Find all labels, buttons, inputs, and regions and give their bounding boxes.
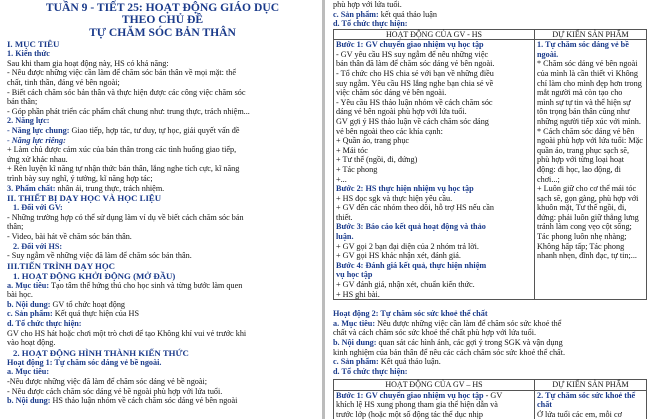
text-line: tôn trọng bản thân cũng như xyxy=(537,107,630,117)
text-line: * Chăm sóc dáng vẻ bên ngoài xyxy=(537,59,638,69)
text-lead: b. Nội dung: xyxy=(7,299,51,309)
table-header: DỰ KIẾN SẢN PHẨM xyxy=(535,380,647,390)
text-line xyxy=(7,126,318,136)
text-line: Sau khi tham gia hoạt động này, HS có khả năng: xyxy=(7,58,169,68)
text-line: nhanh nhẹn, đĩnh đạc, tự tin;... xyxy=(537,251,637,261)
text-line: - Những trường hợp có thể sử dụng làm ví dụ về biết cách chăm sóc bản xyxy=(7,212,244,222)
right-top-text xyxy=(333,0,647,29)
text-line: -Nêu được những việc đã làm để chăm sóc dáng vẻ bề ngoài; xyxy=(7,377,208,387)
text-line: I. MỤC TIÊU xyxy=(7,39,60,50)
text-line: phù hợp với lứa tuổi. xyxy=(333,0,402,9)
text-line: kinh nghiệm của bản thân để nêu các cách chăm sóc sức khoẻ thể chất. xyxy=(333,347,566,357)
text-line: - Góp phần phát triển các phẩm chất chung như: trung thực, trách nhiệm... xyxy=(7,106,250,116)
text-line: động: đi học, lao động, đi xyxy=(537,164,621,174)
text-line: bản thân đã làm để chăm sóc dáng vẻ bên ngoài. xyxy=(336,59,495,69)
text-line: thiết. xyxy=(336,212,353,222)
table-header: HOẠT ĐỘNG CỦA GV – HS xyxy=(334,380,535,390)
text-line: của mình là cần thiết vì Không xyxy=(537,68,638,78)
text-rest: Kết quả thảo luận. xyxy=(378,357,441,367)
text-line: việc chăm sóc dáng vẻ bên ngoài. xyxy=(336,88,447,98)
text-line: vụ học tập xyxy=(336,270,373,280)
title-line: TUẦN 9 - TIẾT 25: HOẠT ĐỘNG GIÁO DỤC xyxy=(45,1,280,14)
text-line xyxy=(7,184,318,194)
text-line: khích lệ HS xung phong tham gia thể hiện dẫn và xyxy=(336,400,498,410)
text-line: tránh làm cong vẹo cột sống; xyxy=(537,222,632,232)
text-line: Ở lứa tuổi các em, mỗi cơ xyxy=(537,409,622,419)
text-line: + Quần áo, trang phục xyxy=(336,136,410,146)
text-line: - Biết cách chăm sóc bản thân và thực hiện được các công việc chăm sóc xyxy=(7,87,246,97)
text-rest: quan sát các hình ảnh, các gợi ý trong SGK và vận dụng xyxy=(376,338,563,347)
text-line: + Luôn giữ cho cơ thể mái tóc xyxy=(537,184,637,194)
title-line: TỰ CHĂM SÓC BẢN THÂN xyxy=(89,25,236,39)
text-line: GV gợi ý HS thảo luận về cách chăm sóc dáng xyxy=(336,116,489,126)
text-lead: Bước 1: GV chuyển giao nhiệm vụ học tập xyxy=(336,390,484,400)
text-line: 1. Kiến thức xyxy=(7,49,50,59)
text-line: đứng: phải luôn giữ thẳng lưng xyxy=(537,212,639,222)
text-line: + GV đến các nhóm theo dõi, hỗ trợ HS nếu cần xyxy=(336,203,494,213)
text-line: ngoài phù hợp với lứa tuổi: Mặc xyxy=(537,136,643,146)
expected-product-cell xyxy=(535,390,647,419)
text-line: + GV gọi HS khác nhận xét, đánh giá. xyxy=(336,251,461,261)
text-line: chơi...; xyxy=(537,174,560,184)
text-line: vào hoạt động. xyxy=(7,338,56,348)
text-line: ứng xử khác nhau. xyxy=(7,154,68,164)
text-line: Bước 4: Đánh giá kết quả, thực hiện nhiệm xyxy=(336,260,487,270)
text-lead: 3. Phẩm chất: xyxy=(7,183,56,193)
text-line: chất, tinh thần, đáng vẻ bên ngoài; xyxy=(7,78,120,87)
text-line: d. Tổ chức thực hiện: xyxy=(333,19,408,29)
text-line: ngoài. xyxy=(537,49,559,59)
text-rest: nhân ái, trung thực, trách nhiệm. xyxy=(55,183,165,193)
table-header: HOẠT ĐỘNG CỦA GV - HS xyxy=(334,29,535,39)
text-line: trước lớp (hoặc một số động tác thể dục nhịp xyxy=(336,409,484,419)
text-rest: GV tổ chức hoạt động xyxy=(50,299,126,309)
text-line: bài học. xyxy=(7,290,33,300)
text-line: chất và cách chăm sóc sức khoẻ thể chất phù hợp với lứa tuổi. xyxy=(333,328,537,338)
right-mid-text xyxy=(333,309,647,376)
text-line: 1. HOẠT ĐỘNG KHỞI ĐỘNG (MỞ ĐẦU) xyxy=(13,270,176,281)
text-line: + GV đánh giá, nhận xét, chuẩn kiến thức. xyxy=(336,280,475,290)
text-line: Bước 2: HS thực hiện nhiệm vụ học tập xyxy=(336,184,474,194)
text-line: Bước 3: Báo cáo kết quả hoạt động và thảo xyxy=(336,222,486,232)
text-line: vẻ bên ngoài theo các khía cạnh: xyxy=(336,126,443,136)
table-header: DỰ KIẾN SẢN PHẨM xyxy=(535,29,647,39)
text-line: quần áo, trang phục sạch sẽ, xyxy=(537,145,630,155)
text-line: + HS đọc sgk và thực hiện yêu cầu. xyxy=(336,193,453,203)
text-line: - Video, bài hát về chăm sóc bản thân. xyxy=(7,231,132,241)
text-line: thân; xyxy=(7,222,24,232)
text-line xyxy=(333,319,647,329)
text-line: - Tổ chức cho HS chia sẻ với bạn về những điều xyxy=(336,68,494,78)
title-line: THEO CHỦ ĐỀ xyxy=(121,13,204,27)
text-line: 2. Năng lực: xyxy=(7,116,50,126)
text-line xyxy=(333,357,647,367)
text-line: - Suy ngẫm về những việc đã làm để chăm sóc bản thân. xyxy=(7,251,192,261)
text-line: + GV gọi 2 bạn đại diện của 2 nhóm trả lời. xyxy=(336,241,479,251)
text-line: II. THIẾT BỊ DẠY HỌC VÀ HỌC LIỆU xyxy=(7,193,162,204)
text-line: + Làm chủ được cảm xúc của bản thân trong các tình huống giao tiếp, xyxy=(7,145,237,155)
text-rest: - GV xyxy=(483,390,503,400)
text-line xyxy=(7,300,318,310)
text-line: mình sự tự tin và thể hiện sự xyxy=(537,97,631,107)
text-line: Không hấp tấp; Tác phong xyxy=(537,241,625,251)
activity-table-2 xyxy=(333,379,647,419)
document-page-left xyxy=(0,0,322,419)
expected-product-cell xyxy=(535,40,647,300)
text-line: sạch sẽ, gọn gàng, phù hợp với xyxy=(537,193,639,203)
text-lead: c. Sản phẩm: xyxy=(333,9,379,19)
text-line: phù hợp với từng loại hoạt xyxy=(537,155,625,165)
text-line: suy ngẫm. Yêu cầu HS lắng nghe bạn chia sẻ về xyxy=(336,78,494,88)
left-body xyxy=(7,39,318,406)
text-line: III.TIẾN TRÌNH DẠY HỌC xyxy=(7,260,116,271)
text-rest: Giao tiếp, hợp tác, tư duy, tự học, giải quyết vấn đề xyxy=(69,125,240,135)
text-lead: a. Mục tiêu: xyxy=(7,280,50,290)
document-page-right xyxy=(325,0,650,419)
text-rest: kết quả thảo luận xyxy=(378,9,437,19)
text-line: - Nêu được những việc cần làm để chăm sóc bản thân về mọi mặt: thể xyxy=(7,68,236,78)
text-line xyxy=(7,309,318,319)
text-line xyxy=(7,281,318,291)
text-line: mắt người mà còn tạo cho xyxy=(537,88,623,98)
text-lead: b. Nội dung: xyxy=(7,396,51,406)
text-line: + Mái tóc xyxy=(336,145,368,155)
text-line: d. Tổ chức thực hiện: xyxy=(333,366,408,376)
text-line: + Rèn luyện kĩ năng tự nhận thức bản thân, lắng nghe tích cực, kĩ năng xyxy=(7,164,240,174)
text-line: bản thân; xyxy=(7,97,38,107)
text-line xyxy=(333,10,647,20)
text-line: khuôn mặt, Tư thế ngồi, đi, xyxy=(537,203,627,213)
text-line: chỉ làm cho mình đẹp hơn trong xyxy=(537,78,642,88)
text-lead: c. Sản phẩm: xyxy=(7,309,53,319)
text-line xyxy=(333,338,647,348)
text-rest: HS thảo luận nhóm về cách chăm sóc dáng vẻ bên ngoài xyxy=(50,396,238,406)
text-line: - GV yêu cầu HS suy ngẫm để nêu những việc xyxy=(336,49,489,59)
text-line: + Tư thế (ngồi, đi, đứng) xyxy=(336,155,418,165)
text-line: Bước 1: GV chuyển giao nhiệm vụ học tập xyxy=(336,40,484,50)
text-line: 2. HOẠT ĐỘNG HÌNH THÀNH KIẾN THỨC xyxy=(13,347,189,358)
text-line: +... xyxy=(336,174,347,184)
text-line: dáng vẻ bên ngoài phù hợp với lứa tuổi. xyxy=(336,107,467,117)
text-line: - Yêu cầu HS thảo luận nhóm về cách chăm sóc xyxy=(336,97,493,107)
text-line: 1. Đối với GV: xyxy=(13,203,63,213)
text-lead: b. Nội dung: xyxy=(333,338,377,347)
text-lead: - Năng lực chung: xyxy=(7,125,70,135)
text-line: GV cho HS hát hoặc chơi một trò chơi để tạo Không khí vui vẻ trước khi xyxy=(7,328,247,338)
text-line: * Cách chăm sóc dáng vẻ bên xyxy=(537,126,635,136)
text-line: 2. Tự chăm sóc sức khoẻ thể xyxy=(537,390,636,400)
text-line: Hoạt động 2: Tự chăm sóc sức khoẻ thể chất xyxy=(333,309,488,319)
text-line: + HS ghi bài. xyxy=(336,289,380,299)
text-rest: Nêu được những việc cần làm để chăm sóc sức khoẻ thể xyxy=(375,318,562,328)
teacher-student-activity-cell xyxy=(334,390,535,419)
text-rest: Kết quả thực hiện của HS xyxy=(52,309,140,319)
text-line: 2. Đối với HS: xyxy=(13,241,63,251)
text-line: trình bày suy nghĩ, ý tưởng, kĩ năng hợp tác; xyxy=(7,173,153,183)
text-line: Tác phong luôn nhẹ nhàng; xyxy=(537,232,627,242)
text-line: Hoạt động 1: Tự chăm sóc dáng vẻ bề ngoài. xyxy=(7,357,162,367)
text-line xyxy=(7,396,318,406)
lesson-title xyxy=(7,2,318,39)
text-line: + Tác phong xyxy=(336,164,378,174)
text-lead: a. Mục tiêu: xyxy=(333,318,376,328)
text-line: chất xyxy=(537,400,553,410)
text-line: d. Tổ chức thực hiện: xyxy=(7,319,82,329)
text-line: 1. Tự chăm sóc dáng vẻ bề xyxy=(537,40,629,50)
text-line: những người tiếp xúc với mình. xyxy=(537,116,641,126)
teacher-student-activity-cell xyxy=(334,40,535,300)
text-line: - Nêu được cách chăm sóc dáng vẻ bề ngoài phù hợp với lứa tuổi. xyxy=(7,386,223,396)
text-lead: c. Sản phẩm: xyxy=(333,357,379,367)
text-line: a. Mục tiêu: xyxy=(7,367,50,377)
activity-table-1 xyxy=(333,29,647,300)
text-line: - Năng lực riêng: xyxy=(7,135,66,145)
text-line: luận. xyxy=(336,232,354,242)
text-line xyxy=(336,391,532,401)
text-rest: Tạo tâm thế hứng thú cho học sinh và từng bước làm quen xyxy=(49,280,243,290)
